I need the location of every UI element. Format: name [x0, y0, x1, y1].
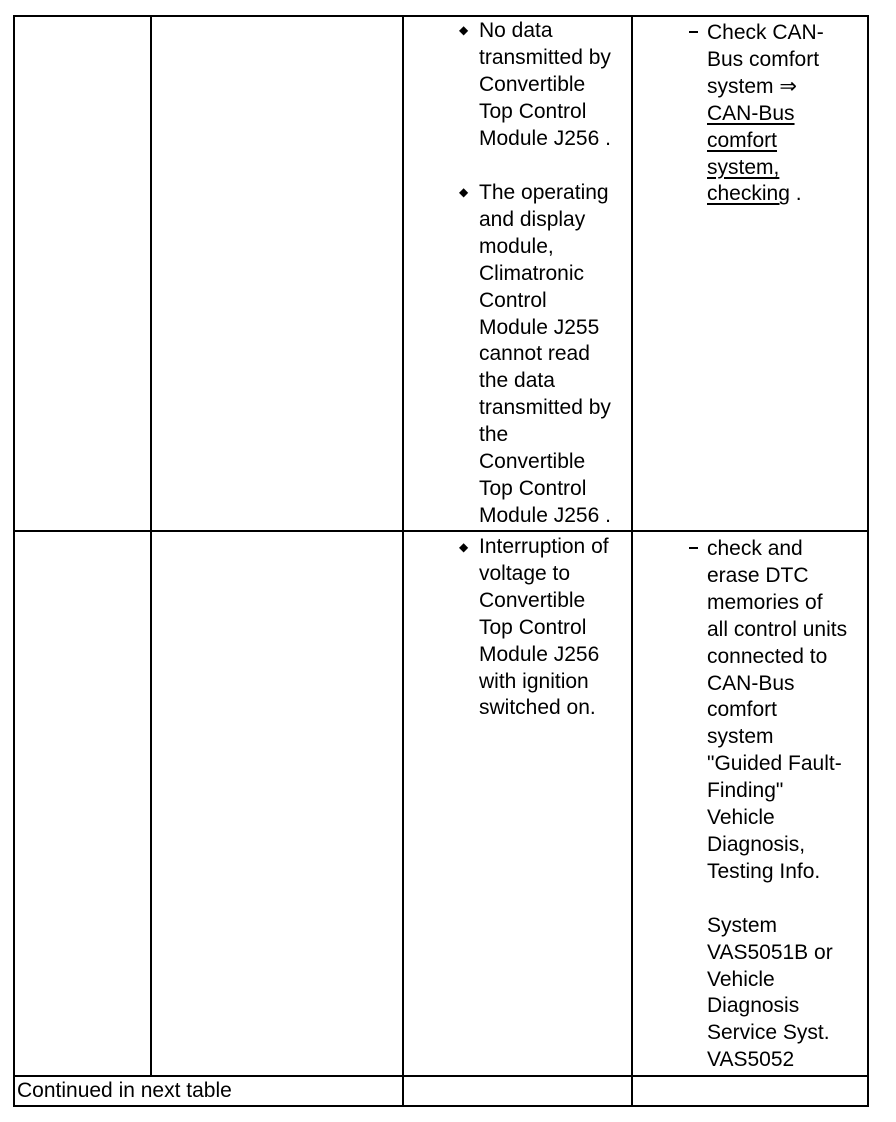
remedy-text: Check CAN- Bus comfort system ⇒ CAN-Bus comfort system, checking . — [707, 20, 824, 208]
symptom-text: The operating and display module, Climatronic Control Module J255 cannot read the data transmitted by the Convertible Top Control Module J256 . — [479, 181, 611, 527]
table-border-left — [13, 15, 15, 1107]
bullet-icon: ◆ — [459, 185, 469, 199]
table-border-top — [13, 15, 869, 17]
symptom-text: Interruption of voltage to Convertible Top Control Module J256 with ignition switched on. — [479, 535, 609, 720]
dash-icon — [689, 31, 698, 33]
row-divider-2 — [13, 1075, 869, 1077]
table-border-right — [867, 15, 869, 1107]
link-trailing-text: . — [789, 182, 802, 206]
column-divider-2 — [402, 15, 404, 1107]
remedy-text: check and erase DTC memories of all control units connected to CAN-Bus comfort system "Guided Fault- Finding" Vehicle Diagnosis, Testing Info. System VAS5051B or Vehicle Diagnosis Service Syst. VAS5052 — [707, 537, 848, 1072]
column-divider-3 — [631, 15, 633, 1107]
row-divider-1 — [13, 530, 869, 532]
dash-icon — [689, 547, 698, 549]
column-divider-1 — [150, 15, 152, 1075]
can-bus-check-link[interactable]: CAN-Bus comfort system, checking . — [707, 101, 824, 209]
table-border-bottom — [13, 1105, 869, 1107]
symptom-text: No data transmitted by Convertible Top Control Module J256 . — [479, 19, 611, 150]
bullet-icon: ◆ — [459, 23, 469, 37]
continued-note: Continued in next table — [17, 1079, 232, 1102]
bullet-icon: ◆ — [459, 540, 469, 554]
